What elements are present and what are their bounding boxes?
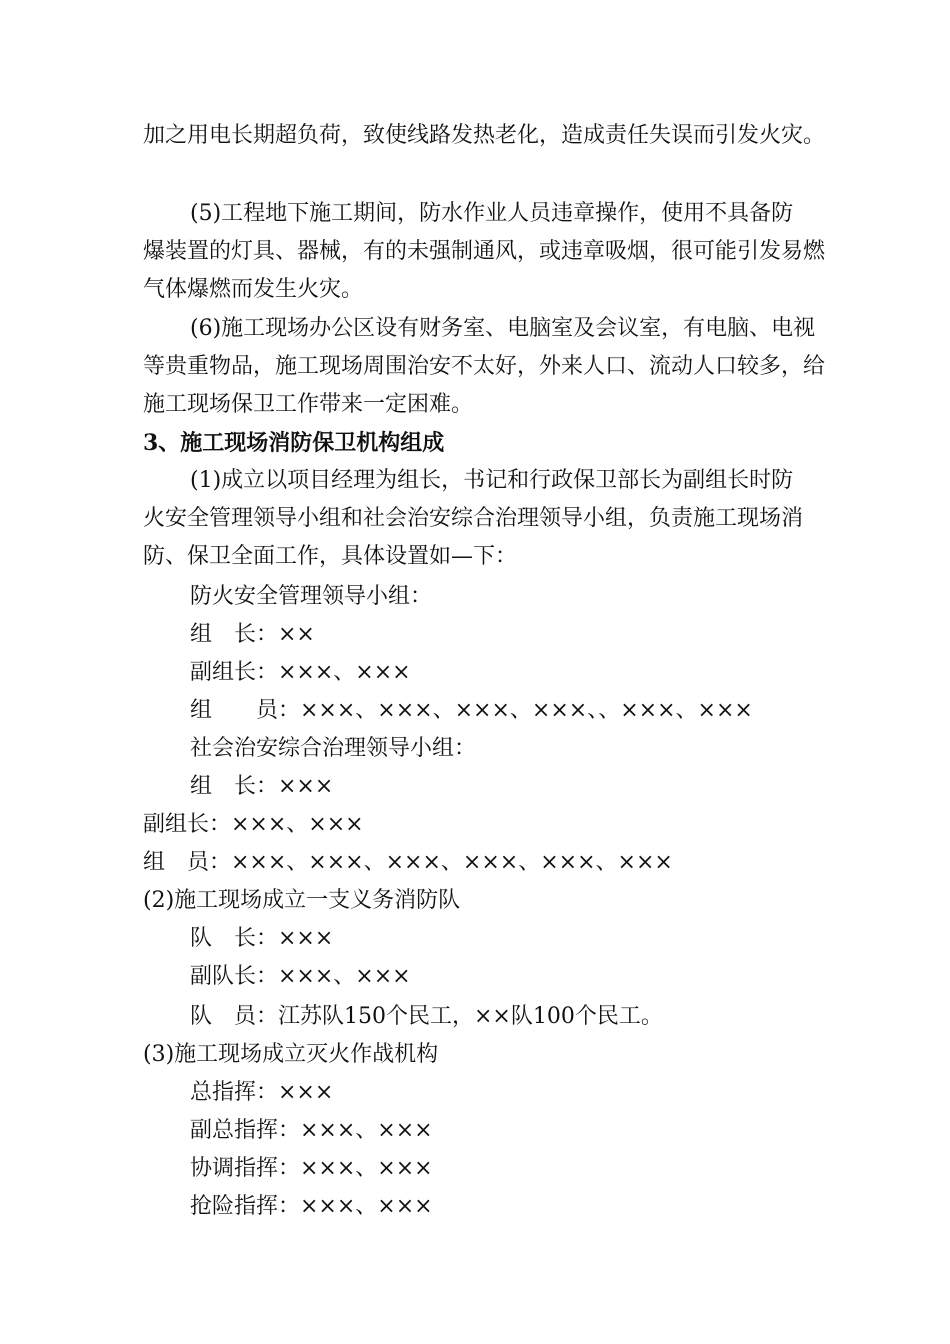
deputy-commander: 副总指挥：×××、××× [190, 1118, 433, 1143]
group-members: 组 员：×××、×××、×××、×××、、×××、××× [190, 698, 753, 723]
paragraph-line: 气体爆燃而发生火灾。 [143, 277, 364, 302]
group-title: 防火安全管理领导小组： [190, 584, 433, 609]
group-deputy: 副组长：×××、××× [190, 660, 411, 685]
paragraph-line: (6)施工现场办公区设有财务室、电脑室及会议室，有电脑、电视 [190, 316, 816, 341]
coordination-commander: 协调指挥：×××、××× [190, 1156, 433, 1181]
commander: 总指挥：××× [190, 1080, 334, 1105]
section-heading: 3、施工现场消防保卫机构组成 [143, 430, 445, 456]
paragraph-line: 火安全管理领导小组和社会治安综合治理领导小组，负责施工现场消 [143, 506, 804, 531]
rescue-commander: 抢险指挥：×××、××× [190, 1194, 433, 1219]
brigade-members: 队 员：江苏队150个民工，××队100个民工。 [190, 1004, 663, 1029]
group-members: 组 员：×××、×××、×××、×××、×××、××× [143, 850, 673, 875]
brigade-leader: 队 长：××× [190, 926, 334, 951]
paragraph-line: (5)工程地下施工期间，防水作业人员违章操作，使用不具备防 [190, 201, 794, 226]
brigade-deputy: 副队长：×××、××× [190, 964, 411, 989]
group-leader: 组 长：××× [190, 774, 334, 799]
paragraph-line: 等贵重物品，施工现场周围治安不太好，外来人口、流动人口较多，给 [143, 354, 826, 379]
group-leader: 组 长：×× [190, 622, 315, 647]
group-deputy: 副组长：×××、××× [143, 812, 364, 837]
group-title: (3)施工现场成立灭火作战机构 [143, 1042, 439, 1067]
group-title: (2)施工现场成立一支义务消防队 [143, 888, 461, 913]
paragraph-line: 防、保卫全面工作，具体设置如—下： [143, 544, 518, 569]
paragraph-line: 爆装置的灯具、器械，有的未强制通风，或违章吸烟，很可能引发易燃 [143, 239, 826, 264]
paragraph-line: 施工现场保卫工作带来一定困难。 [143, 392, 474, 417]
paragraph-line: 加之用电长期超负荷，致使线路发热老化，造成责任失误而引发火灾。 [143, 123, 826, 148]
group-title: 社会治安综合治理领导小组： [190, 736, 477, 761]
paragraph-line: (1)成立以项目经理为组长，书记和行政保卫部长为副组长时防 [190, 468, 794, 493]
